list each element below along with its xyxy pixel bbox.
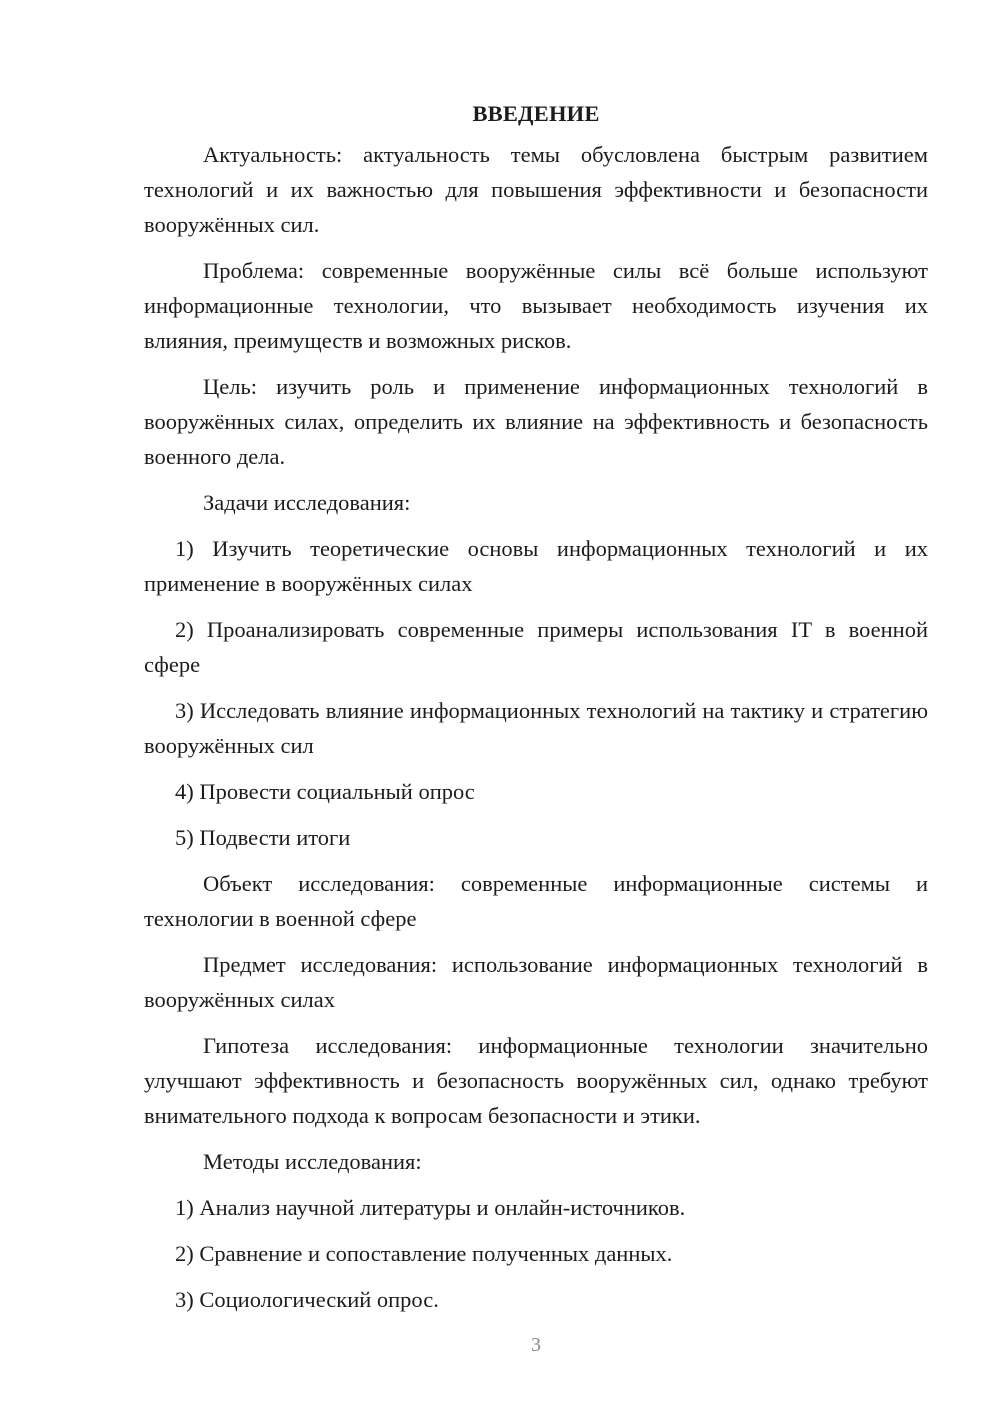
paragraph-goal: Цель: изучить роль и применение информационных технологий в вооружённых силах, определить их влияние на эффективность и безопасность военного дела. [144,374,928,469]
list-item-method-3: 3) Социологический опрос. [175,1287,439,1312]
list-item-task-3: 3) Исследовать влияние информационных технологий на тактику и стратегию вооружённых сил [144,698,928,758]
section-title: ВВЕДЕНИЕ [472,101,600,126]
list-item-task-2: 2) Проанализировать современные примеры использования IT в военной сфере [144,617,928,677]
paragraph-object: Объект исследования: современные информационные системы и технологии в военной сфере [144,871,928,931]
list-item-method-1: 1) Анализ научной литературы и онлайн-источников. [175,1195,686,1220]
list-item-method-2: 2) Сравнение и сопоставление полученных данных. [175,1241,673,1266]
paragraph-relevance: Актуальность: актуальность темы обусловлена быстрым развитием технологий и их важностью для повышения эффективности и безопасности вооружённых сил. [144,142,928,237]
paragraph-subject: Предмет исследования: использование информационных технологий в вооружённых силах [144,952,928,1012]
list-item-task-4: 4) Провести социальный опрос [175,779,475,804]
list-item-task-5: 5) Подвести итоги [175,825,351,850]
methods-list [144,1190,928,1317]
tasks-heading: Задачи исследования: [203,490,411,515]
page-number: 3 [531,1334,541,1356]
list-item-task-1: 1) Изучить теоретические основы информационных технологий и их применение в вооружённых силах [144,536,928,596]
page-content [144,96,928,1328]
methods-heading: Методы исследования: [203,1149,422,1174]
tasks-list [144,531,928,855]
paragraph-problem: Проблема: современные вооружённые силы всё больше используют информационные технологии, что вызывает необходимость изучения их влияния, преимуществ и возможных рисков. [144,258,928,353]
paragraph-hypothesis: Гипотеза исследования: информационные технологии значительно улучшают эффективность и безопасность вооружённых сил, однако требуют внимательного подхода к вопросам безопасности и этики. [144,1033,928,1128]
